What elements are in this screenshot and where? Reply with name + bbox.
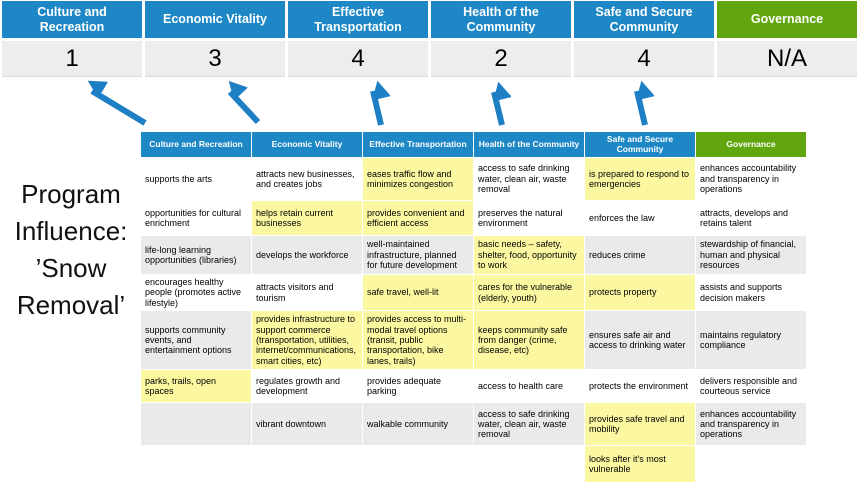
influence-matrix bbox=[140, 131, 807, 483]
matrix-header-health-community: Health of the Community bbox=[474, 132, 584, 157]
matrix-cell: life-long learning opportunities (libraries) bbox=[141, 236, 251, 274]
score-effective-transportation: 4 bbox=[288, 41, 428, 77]
matrix-cell: protects property bbox=[585, 275, 695, 310]
matrix-cell: eases traffic flow and minimizes congestion bbox=[363, 158, 473, 200]
matrix-cell bbox=[474, 446, 584, 482]
matrix-cell: supports community events, and entertainment options bbox=[141, 311, 251, 369]
banner-health-community: Health of the Community bbox=[431, 1, 571, 38]
matrix-row bbox=[141, 275, 806, 310]
matrix-cell: protects the environment bbox=[585, 370, 695, 402]
matrix-cell: preserves the natural environment bbox=[474, 201, 584, 235]
matrix-cell: encourages healthy people (promotes active lifestyle) bbox=[141, 275, 251, 310]
banner-effective-transportation: Effective Transportation bbox=[288, 1, 428, 38]
score-economic-vitality: 3 bbox=[145, 41, 285, 77]
matrix-cell: maintains regulatory compliance bbox=[696, 311, 806, 369]
score-row bbox=[2, 41, 857, 77]
matrix-cell: vibrant downtown bbox=[252, 403, 362, 445]
program-label-line: Program bbox=[21, 179, 121, 209]
matrix-cell: basic needs – safety, shelter, food, opportunity to work bbox=[474, 236, 584, 274]
banner-safe-secure-community: Safe and Secure Community bbox=[574, 1, 714, 38]
matrix-cell: keeps community safe from danger (crime, disease, etc) bbox=[474, 311, 584, 369]
matrix-cell: attracts new businesses, and creates jobs bbox=[252, 158, 362, 200]
matrix-cell bbox=[696, 446, 806, 482]
matrix-cell: provides safe travel and mobility bbox=[585, 403, 695, 445]
matrix-cell: access to health care bbox=[474, 370, 584, 402]
matrix-cell bbox=[141, 403, 251, 445]
arrow-economic-vitality-icon bbox=[230, 92, 258, 122]
program-label-line: Influence: bbox=[14, 215, 128, 246]
matrix-cell: reduces crime bbox=[585, 236, 695, 274]
matrix-row bbox=[141, 158, 806, 200]
matrix-header-effective-transportation: Effective Transportation bbox=[363, 132, 473, 157]
program-label-line: Removal’ bbox=[16, 289, 126, 320]
matrix-cell: well-maintained infrastructure, planned for future development bbox=[363, 236, 473, 274]
matrix-cell: is prepared to respond to emergencies bbox=[585, 158, 695, 200]
influence-arrows bbox=[0, 78, 859, 132]
category-banner bbox=[2, 1, 857, 38]
score-health-community: 2 bbox=[431, 41, 571, 77]
matrix-row bbox=[141, 403, 806, 445]
matrix-cell: regulates growth and development bbox=[252, 370, 362, 402]
arrow-health-community-icon bbox=[494, 92, 502, 125]
matrix-cell: looks after it's most vulnerable bbox=[585, 446, 695, 482]
matrix-cell: helps retain current businesses bbox=[252, 201, 362, 235]
arrow-culture-recreation-icon bbox=[92, 91, 145, 123]
matrix-cell: assists and supports decision makers bbox=[696, 275, 806, 310]
matrix-row bbox=[141, 446, 806, 482]
matrix-cell bbox=[363, 446, 473, 482]
matrix-cell: attracts, develops and retains talent bbox=[696, 201, 806, 235]
score-safe-secure-community: 4 bbox=[574, 41, 714, 77]
program-label-line: ’Snow bbox=[35, 252, 107, 283]
matrix-cell: provides adequate parking bbox=[363, 370, 473, 402]
matrix-row bbox=[141, 370, 806, 402]
matrix-cell: stewardship of financial, human and physical resources bbox=[696, 236, 806, 274]
score-culture-recreation: 1 bbox=[2, 41, 142, 77]
matrix-cell: cares for the vulnerable (elderly, youth) bbox=[474, 275, 584, 310]
banner-culture-recreation: Culture and Recreation bbox=[2, 1, 142, 38]
matrix-cell: enhances accountability and transparency in operations bbox=[696, 158, 806, 200]
matrix-cell: safe travel, well-lit bbox=[363, 275, 473, 310]
matrix-row bbox=[141, 311, 806, 369]
matrix-cell: attracts visitors and tourism bbox=[252, 275, 362, 310]
matrix-cell: delivers responsible and courteous service bbox=[696, 370, 806, 402]
arrow-effective-transportation-icon bbox=[373, 91, 381, 125]
program-influence-label bbox=[0, 176, 142, 324]
matrix-cell: develops the workforce bbox=[252, 236, 362, 274]
matrix-cell: provides convenient and efficient access bbox=[363, 201, 473, 235]
matrix-cell: supports the arts bbox=[141, 158, 251, 200]
matrix-cell: provides infrastructure to support commerce (transportation, utilities, internet/communications, smart cities, etc) bbox=[252, 311, 362, 369]
matrix-cell: enhances accountability and transparency in operations bbox=[696, 403, 806, 445]
matrix-cell: parks, trails, open spaces bbox=[141, 370, 251, 402]
banner-governance: Governance bbox=[717, 1, 857, 38]
matrix-header-culture-recreation: Culture and Recreation bbox=[141, 132, 251, 157]
score-governance: N/A bbox=[717, 41, 857, 77]
matrix-cell: walkable community bbox=[363, 403, 473, 445]
matrix-cell: access to safe drinking water, clean air, waste removal bbox=[474, 158, 584, 200]
matrix-header bbox=[141, 132, 806, 157]
matrix-row bbox=[141, 201, 806, 235]
matrix-header-economic-vitality: Economic Vitality bbox=[252, 132, 362, 157]
matrix-row bbox=[141, 236, 806, 274]
banner-economic-vitality: Economic Vitality bbox=[145, 1, 285, 38]
matrix-cell: opportunities for cultural enrichment bbox=[141, 201, 251, 235]
matrix-cell: ensures safe air and access to drinking water bbox=[585, 311, 695, 369]
matrix-header-governance: Governance bbox=[696, 132, 806, 157]
matrix-cell bbox=[141, 446, 251, 482]
matrix-cell: access to safe drinking water, clean air, waste removal bbox=[474, 403, 584, 445]
matrix-cell: provides access to multi-modal travel options (transit, public transportation, bike lanes, trails) bbox=[363, 311, 473, 369]
matrix-body bbox=[141, 158, 806, 482]
matrix-header-safe-secure-community: Safe and Secure Community bbox=[585, 132, 695, 157]
arrow-safe-secure-icon bbox=[637, 91, 645, 125]
matrix-cell: enforces the law bbox=[585, 201, 695, 235]
matrix-cell bbox=[252, 446, 362, 482]
